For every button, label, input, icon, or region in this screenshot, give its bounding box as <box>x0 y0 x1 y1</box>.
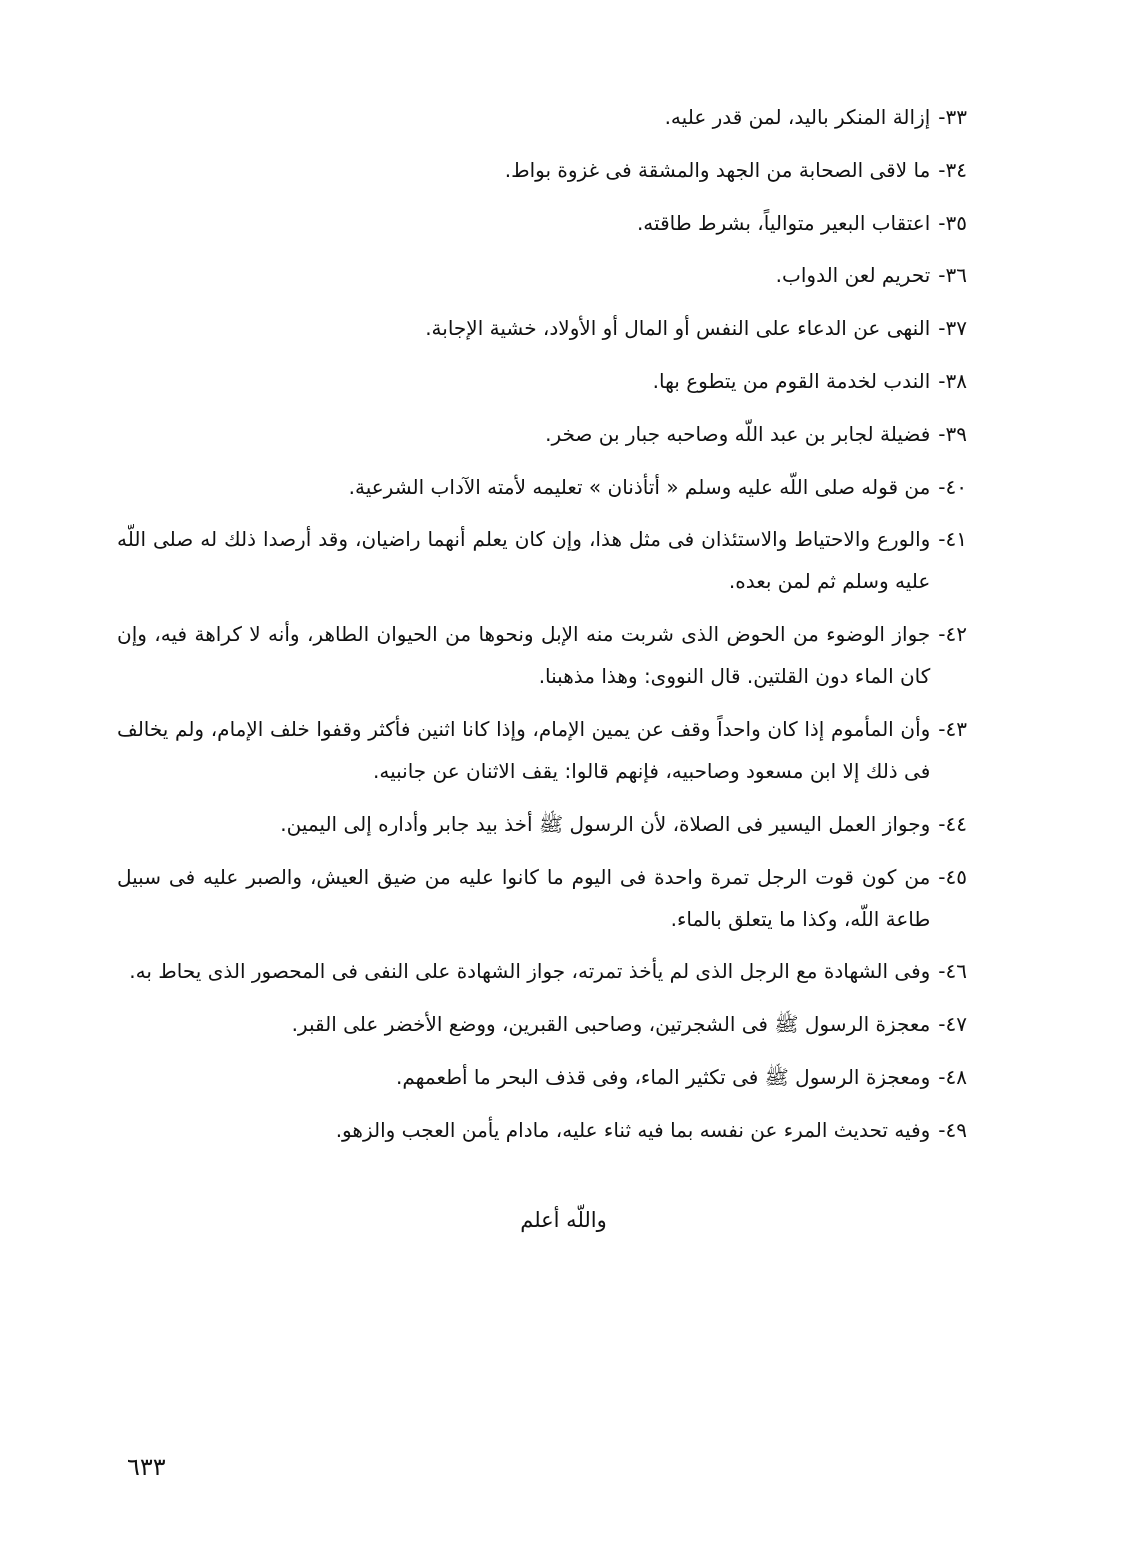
item-text: وفى الشهادة مع الرجل الذى لم يأخذ تمرته، جواز الشهادة على النفى فى المحصور الذى يحاط به. <box>129 959 931 984</box>
list-item <box>117 856 967 940</box>
item-number: ٣٩- <box>938 421 967 446</box>
list-item <box>117 307 967 349</box>
list-item <box>117 950 967 992</box>
item-number: ٣٧- <box>938 316 967 341</box>
item-number: ٤٥- <box>938 864 967 889</box>
item-number: ٣٦- <box>938 263 967 288</box>
list-item <box>117 613 967 697</box>
list-item <box>117 803 967 845</box>
item-number: ٤٤- <box>938 811 967 836</box>
item-number: ٤٩- <box>938 1117 967 1142</box>
item-number: ٤٧- <box>938 1012 967 1037</box>
item-number: ٤٣- <box>938 716 967 741</box>
item-text: معجزة الرسول ﷺ فى الشجرتين، وصاحبى القبرين، ووضع الأخضر على القبر. <box>291 1012 931 1037</box>
item-text: وفيه تحديث المرء عن نفسه بما فيه ثناء عليه، مادام يأمن العجب والزهو. <box>335 1117 931 1142</box>
item-number: ٤٢- <box>938 622 967 647</box>
list-item <box>117 1109 967 1151</box>
list-item <box>117 466 967 508</box>
page-number: ٦٣٣ <box>127 1453 166 1481</box>
item-number: ٤١- <box>938 527 967 552</box>
list-item <box>117 708 967 792</box>
item-text: إزالة المنكر باليد، لمن قدر عليه. <box>664 105 931 129</box>
item-number: ٣٤- <box>938 157 967 182</box>
list-item <box>117 1056 967 1098</box>
item-number: ٣٣- <box>938 105 967 129</box>
list-item <box>117 254 967 296</box>
item-text: من قوله صلى اللّه عليه وسلم « أتأذنان » تعليمه لأمته الآداب الشرعية. <box>348 474 931 499</box>
lessons-list <box>117 96 967 1162</box>
closing-phrase: واللّه أعلم <box>520 1208 607 1232</box>
item-text: من كون قوت الرجل تمرة واحدة فى اليوم ما كانوا عليه من ضيق العيش، والصبر عليه فى سبيل طاعة اللّه، وكذا ما يتعلق بالماء. <box>117 864 931 931</box>
list-item <box>117 149 967 191</box>
list-item <box>117 202 967 244</box>
item-text: فضيلة لجابر بن عبد اللّه وصاحبه جبار بن صخر. <box>545 421 931 446</box>
list-item <box>117 413 967 455</box>
item-number: ٣٥- <box>938 210 967 235</box>
list-item <box>117 1003 967 1045</box>
item-text: وجواز العمل اليسير فى الصلاة، لأن الرسول ﷺ أخذ بيد جابر وأداره إلى اليمين. <box>280 811 931 836</box>
list-item <box>117 518 967 602</box>
list-item <box>117 360 967 402</box>
item-text: ومعجزة الرسول ﷺ فى تكثير الماء، وفى قذف البحر ما أطعمهم. <box>396 1064 931 1089</box>
list-item <box>117 96 967 138</box>
item-text: الندب لخدمة القوم من يتطوع بها. <box>652 368 931 393</box>
item-text: جواز الوضوء من الحوض الذى شربت منه الإبل ونحوها من الحيوان الطاهر، وأنه لا كراهة فيه، وإن كان الماء دون القلتين. قال النووى: وهذا مذهبنا. <box>117 622 931 689</box>
item-text: اعتقاب البعير متوالياً، بشرط طاقته. <box>636 210 931 235</box>
item-text: تحريم لعن الدواب. <box>775 263 931 288</box>
item-number: ٤٨- <box>938 1064 967 1089</box>
item-number: ٤٦- <box>938 959 967 984</box>
item-text: النهى عن الدعاء على النفس أو المال أو الأولاد، خشية الإجابة. <box>425 316 931 341</box>
item-text: وأن المأموم إذا كان واحداً وقف عن يمين الإمام، وإذا كانا اثنين فأكثر وقفوا خلف الإمام، ولم يخالف فى ذلك إلا ابن مسعود وصاحبيه، فإنهم قالوا: يقف الاثنان عن جانبيه. <box>117 716 931 783</box>
item-number: ٣٨- <box>938 368 967 393</box>
item-number: ٤٠- <box>938 474 967 499</box>
item-text: ما لاقى الصحابة من الجهد والمشقة فى غزوة بواط. <box>504 157 931 182</box>
item-text: والورع والاحتياط والاستئذان فى مثل هذا، وإن كان يعلم أنهما راضيان، وقد أرصدا ذلك له صلى اللّه عليه وسلم ثم لمن بعده. <box>117 527 931 594</box>
